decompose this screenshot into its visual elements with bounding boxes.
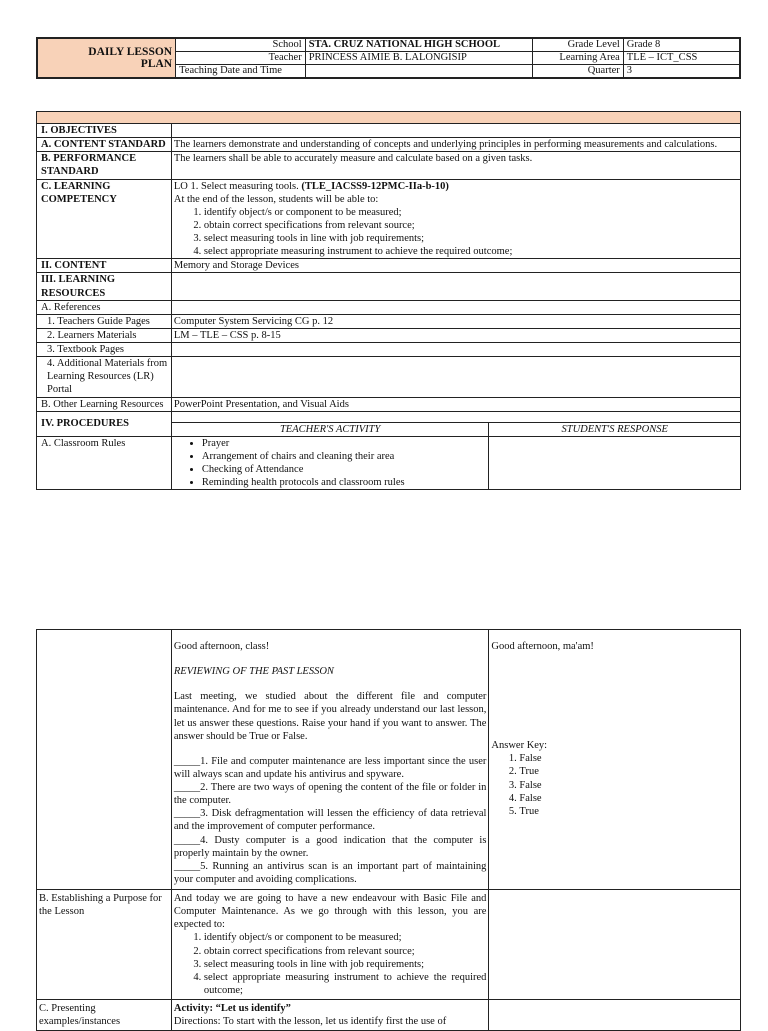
list-item: 2. True [519, 765, 738, 778]
list-item: 1. identify object/s or component to be measured; [204, 931, 487, 944]
school-label: School [176, 38, 306, 52]
learners-materials-value: LM – TLE – CSS p. 8-15 [171, 328, 740, 342]
objectives-heading: I. OBJECTIVES [37, 124, 172, 138]
lo-text: LO 1. Select measuring tools. [173, 180, 302, 192]
review-activity [171, 630, 489, 890]
grade-level-value: Grade 8 [623, 38, 740, 52]
lesson-body-table [36, 111, 741, 490]
daily-lesson-plan-title: DAILY LESSON PLAN [37, 38, 176, 78]
other-resources-value: PowerPoint Presentation, and Visual Aids [171, 397, 740, 411]
lesson-header-table [36, 37, 741, 79]
learning-competency-text [171, 179, 740, 259]
establishing-purpose-label: B. Establishing a Purpose for the Lesson [37, 890, 172, 1000]
teaching-date-value [305, 65, 532, 79]
question-item: _____3. Disk defragmentation will lessen the efficiency of data retrieval and the improvement of computer performance. [173, 808, 487, 833]
establishing-purpose-text: And today we are going to have a new endeavour with Basic File and Computer Maintenance. As we go through with this lesson, you are expected to: 1. identify object/s or component to be measured; 2. obtain correct specifications from relevant source; 3. select measuring tools in line with job requirements; 4. select appropriate measuring instrument to achieve the required outcome; [171, 890, 489, 1000]
content-text: Memory and Storage Devices [171, 259, 740, 273]
teacher-activity-header: TEACHER'S ACTIVITY [171, 422, 489, 436]
procedures-heading: IV. PROCEDURES [37, 411, 172, 436]
review-title: REVIEWING OF THE PAST LESSON [173, 666, 334, 678]
classroom-rules-list [171, 436, 489, 490]
list-item: 3. False [519, 779, 738, 792]
list-item: • Reminding health protocols and classroom rules [202, 476, 487, 489]
list-item: 1. False [519, 752, 738, 765]
review-intro: Last meeting, we studied about the different file and computer maintenance. And for me to see if you already understand our last lesson, let us answer these questions. Raise your hand if you want to answer. The answer should be True or False. [173, 691, 487, 742]
question-item: _____4. Dusty computer is a good indication that the computer is properly maintain by the owner. [173, 834, 487, 859]
activity-title: Activity: “Let us identify” [173, 1003, 291, 1014]
learning-competency-label: C. LEARNING COMPETENCY [37, 179, 172, 259]
quarter-label: Quarter [533, 65, 624, 79]
purpose-list [174, 931, 487, 997]
teaching-date-label: Teaching Date and Time [176, 65, 306, 79]
list-item: 4. select appropriate measuring instrument to achieve the required outcome; [204, 971, 487, 997]
competency-list [174, 206, 738, 259]
presenting-examples-text [171, 1000, 489, 1031]
additional-materials-label: 4. Additional Materials from Learning Resources (LR) Portal [37, 357, 172, 397]
references-label: A. References [37, 300, 172, 314]
list-item: 2. obtain correct specifications from relevant source; [204, 945, 487, 958]
list-item: 3. select measuring tools in line with job requirements; [204, 232, 738, 245]
other-resources-label: B. Other Learning Resources [37, 397, 172, 411]
teachers-guide-value: Computer System Servicing CG p. 12 [171, 314, 740, 328]
list-item: 1. identify object/s or component to be measured; [204, 206, 738, 219]
content-standard-text: The learners demonstrate and understanding of concepts and underlying principles in performing measurements and calculations. [171, 138, 740, 152]
list-item: 4. False [519, 792, 738, 805]
content-standard-label: A. CONTENT STANDARD [37, 138, 172, 152]
school-value: STA. CRUZ NATIONAL HIGH SCHOOL [305, 38, 532, 52]
performance-standard-text: The learners shall be able to accurately measure and calculate based on a given tasks. [171, 152, 740, 179]
list-item: • Checking of Attendance [202, 463, 487, 476]
lo-code: (TLE_IACSS9-12PMC-IIa-b-10) [301, 180, 449, 192]
classroom-rules-label: A. Classroom Rules [37, 436, 172, 490]
quarter-value: 3 [623, 65, 740, 79]
list-item: 3. select measuring tools in line with job requirements; [204, 958, 487, 971]
presenting-examples-label: C. Presenting examples/instances [37, 1000, 172, 1031]
learning-area-value: TLE – ICT_CSS [623, 52, 740, 65]
answer-key-list [491, 752, 738, 818]
answer-key-label: Answer Key: [491, 740, 548, 752]
list-item: • Arrangement of chairs and cleaning their area [202, 450, 487, 463]
question-item: _____1. File and computer maintenance are less important since the user will always scan and update his antivirus and spyware. [173, 755, 487, 780]
learning-area-label: Learning Area [533, 52, 624, 65]
grade-level-label: Grade Level [533, 38, 624, 52]
student-response-header: STUDENT'S RESPONSE [489, 422, 741, 436]
learners-materials-label: 2. Learners Materials [37, 328, 172, 342]
list-item: 5. True [519, 805, 738, 818]
list-item: 4. select appropriate measuring instrument to achieve the required outcome; [204, 245, 738, 258]
greeting-text: Good afternoon, class! [173, 641, 270, 652]
student-response-review [489, 630, 741, 890]
question-item: _____5. Running an antivirus scan is an important part of maintaining your computer and avoiding complications. [173, 860, 487, 885]
list-item: • Prayer [202, 437, 487, 450]
learning-resources-heading: III. LEARNING RESOURCES [37, 273, 172, 300]
performance-standard-label: B. PERFORMANCE STANDARD [37, 152, 172, 179]
teacher-label: Teacher [176, 52, 306, 65]
greeting-reply: Good afternoon, ma'am! [491, 641, 594, 652]
question-item: _____2. There are two ways of opening the content of the file or folder in the computer. [173, 782, 487, 807]
salmon-band [37, 112, 741, 124]
teachers-guide-label: 1. Teachers Guide Pages [37, 314, 172, 328]
teacher-value: PRINCESS AIMIE B. LALONGISIP [305, 52, 532, 65]
list-item: 2. obtain correct specifications from relevant source; [204, 219, 738, 232]
procedures-continued-table [36, 629, 741, 1031]
textbook-pages-label: 3. Textbook Pages [37, 343, 172, 357]
competency-intro: At the end of the lesson, students will be able to: [173, 193, 379, 205]
content-heading: II. CONTENT [37, 259, 172, 273]
activity-directions: Directions: To start with the lesson, let us identify first the use of [173, 1016, 447, 1028]
